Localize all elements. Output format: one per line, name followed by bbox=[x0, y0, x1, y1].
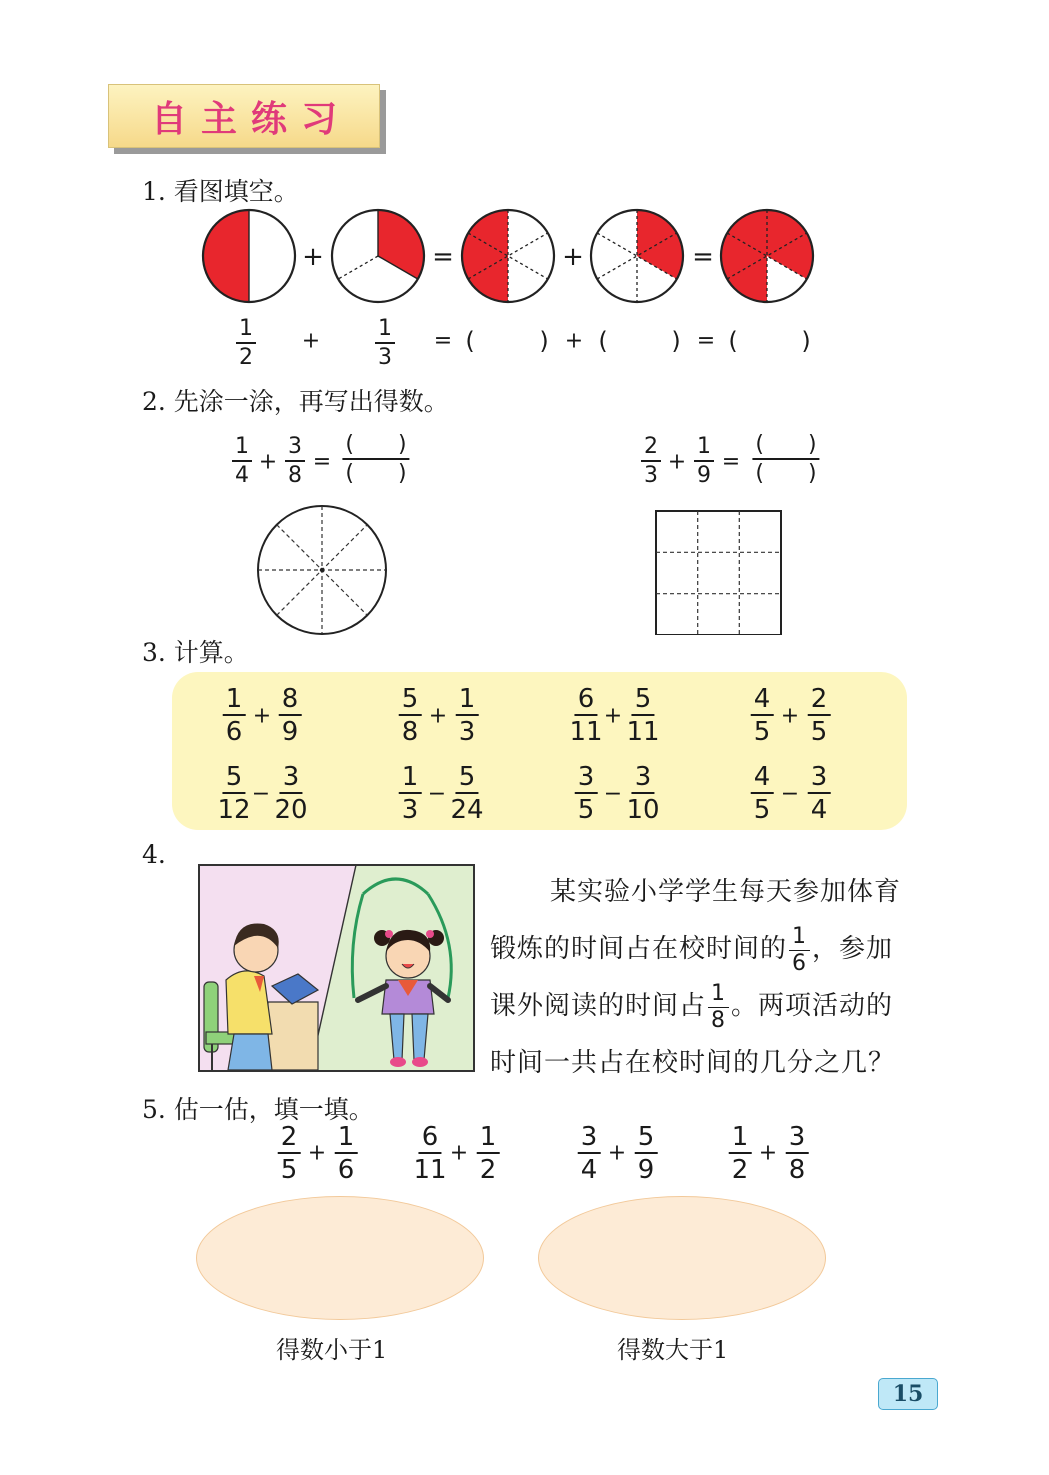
q1-op-4: = bbox=[692, 242, 714, 272]
q2-left-equals: = bbox=[312, 449, 332, 475]
q1-blank-close-3: ) bbox=[801, 327, 811, 355]
q3-r2-4-a: $\frac{4}{5}$ bbox=[751, 764, 774, 823]
q4-word-problem bbox=[490, 864, 942, 1092]
q3-r2-4-op: − bbox=[780, 781, 800, 807]
q1-eq-plus: + bbox=[301, 328, 321, 354]
q5-4-a: $\frac{1}{2}$ bbox=[729, 1124, 752, 1183]
q1-blank-open-2: ( bbox=[598, 327, 608, 355]
q1-frac-1: $\frac{1}{2}$ bbox=[236, 318, 256, 369]
q5-2-a: $\frac{6}{11}$ bbox=[413, 1122, 447, 1185]
page-number: 15 bbox=[878, 1378, 938, 1410]
section-title: 自主练习 bbox=[150, 98, 351, 140]
q3-r1-2-op: + bbox=[428, 703, 448, 729]
q2-right-frac-1: $\frac{2}{3}$ bbox=[641, 436, 661, 487]
q2-left-answer-blank: ( ) ( ) bbox=[342, 434, 409, 485]
q2-right-frac-2: $\frac{1}{9}$ bbox=[694, 436, 714, 487]
q3-r1-2-b: $\frac{1}{3}$ bbox=[456, 686, 479, 745]
circle-sixths-third bbox=[591, 210, 683, 302]
q1-circles bbox=[0, 0, 1049, 320]
q3-r2-3-op: − bbox=[603, 781, 623, 807]
q2-right-plus: + bbox=[667, 449, 687, 475]
q5-1-b: $\frac{1}{6}$ bbox=[335, 1124, 358, 1183]
q3-r2-3-b: $\frac{3}{10}$ bbox=[626, 762, 660, 825]
q1-blank-open: ( bbox=[465, 327, 475, 355]
q2-heading: 2. 先涂一涂，再写出得数。 bbox=[142, 387, 449, 416]
q1-blank-close: ) bbox=[539, 327, 549, 355]
q3-r1-1-op: + bbox=[252, 703, 272, 729]
q5-3-a: $\frac{3}{4}$ bbox=[578, 1124, 601, 1183]
q3-r2-1-a: $\frac{5}{12}$ bbox=[217, 762, 251, 825]
q3-r2-4-b: $\frac{3}{4}$ bbox=[808, 764, 831, 823]
q1-blank-open-3: ( bbox=[728, 327, 738, 355]
circle-sixths-five bbox=[721, 210, 813, 302]
q1-op-3: + bbox=[562, 242, 584, 272]
q4-number: 4. bbox=[142, 840, 166, 869]
q5-3-b: $\frac{5}{9}$ bbox=[635, 1124, 658, 1183]
answer-ellipse-less-than-one[interactable] bbox=[196, 1196, 484, 1320]
q3-heading: 3. 计算。 bbox=[142, 638, 249, 667]
q1-op-2: = bbox=[432, 242, 454, 272]
q3-r2-1-op: − bbox=[251, 781, 271, 807]
q3-r2-2-op: − bbox=[427, 781, 447, 807]
q1-frac-2: $\frac{1}{3}$ bbox=[375, 318, 395, 369]
answer-ellipse-greater-than-one[interactable] bbox=[538, 1196, 826, 1320]
q5-1-a: $\frac{2}{5}$ bbox=[278, 1124, 301, 1183]
circle-third bbox=[332, 210, 424, 302]
q3-r1-1-b: $\frac{8}{9}$ bbox=[279, 686, 302, 745]
q3-r1-3-a: $\frac{6}{11}$ bbox=[569, 684, 603, 747]
q4-line-1: 某实验小学学生每天参加体育 bbox=[550, 877, 902, 907]
q2-left-frac-2: $\frac{3}{8}$ bbox=[285, 436, 305, 487]
q4-line-3: 课外阅读的时间占 $\frac{1}{8}$ 。两项活动的 bbox=[490, 980, 894, 1033]
q1-op-1: + bbox=[302, 242, 324, 272]
q4-illustration bbox=[198, 864, 475, 1072]
q1-eq-equals-2: = bbox=[696, 328, 716, 354]
q3-r1-3-b: $\frac{5}{11}$ bbox=[626, 684, 660, 747]
q3-r1-4-op: + bbox=[780, 703, 800, 729]
q4-line-2: 锻炼的时间占在校时间的 $\frac{1}{6}$ ，参加 bbox=[490, 923, 894, 976]
q3-r2-3-a: $\frac{3}{5}$ bbox=[575, 764, 598, 823]
q5-1-op: + bbox=[307, 1140, 327, 1166]
q3-r2-1-b: $\frac{3}{20}$ bbox=[274, 762, 308, 825]
q3-r1-4-a: $\frac{4}{5}$ bbox=[751, 686, 774, 745]
q4-line-4: 时间一共占在校时间的几分之几？ bbox=[490, 1048, 896, 1078]
q3-r1-3-op: + bbox=[603, 703, 623, 729]
q5-2-op: + bbox=[449, 1140, 469, 1166]
q1-eq-plus-2: + bbox=[564, 328, 584, 354]
circle-sixths-half bbox=[462, 210, 554, 302]
q2-left-frac-1: $\frac{1}{4}$ bbox=[232, 436, 252, 487]
q2-circle-eighths bbox=[250, 500, 400, 640]
q5-2-b: $\frac{1}{2}$ bbox=[477, 1124, 500, 1183]
q3-r2-2-b: $\frac{5}{24}$ bbox=[450, 762, 484, 825]
q4-frac-2: $\frac{1}{8}$ bbox=[708, 983, 729, 1032]
q2-right-answer-blank: ( ) ( ) bbox=[752, 434, 819, 485]
q2-right-equals: = bbox=[721, 449, 741, 475]
q5-4-b: $\frac{3}{8}$ bbox=[786, 1124, 809, 1183]
label-greater-than-one: 得数大于1 bbox=[617, 1336, 729, 1364]
q1-eq-equals: = bbox=[433, 328, 453, 354]
q5-3-op: + bbox=[607, 1140, 627, 1166]
q5-4-op: + bbox=[758, 1140, 778, 1166]
label-less-than-one: 得数小于1 bbox=[276, 1336, 388, 1364]
q1-heading: 1. 看图填空。 bbox=[142, 177, 299, 206]
q2-left-plus: + bbox=[258, 449, 278, 475]
q2-grid-ninths bbox=[650, 505, 790, 635]
circle-half bbox=[203, 210, 295, 302]
q3-r1-2-a: $\frac{5}{8}$ bbox=[399, 686, 422, 745]
q3-r1-1-a: $\frac{1}{6}$ bbox=[223, 686, 246, 745]
q1-blank-close-2: ) bbox=[671, 327, 681, 355]
q4-frac-1: $\frac{1}{6}$ bbox=[789, 926, 810, 975]
q3-r2-2-a: $\frac{1}{3}$ bbox=[399, 764, 422, 823]
q5-heading: 5. 估一估，填一填。 bbox=[142, 1095, 374, 1124]
q3-r1-4-b: $\frac{2}{5}$ bbox=[808, 686, 831, 745]
